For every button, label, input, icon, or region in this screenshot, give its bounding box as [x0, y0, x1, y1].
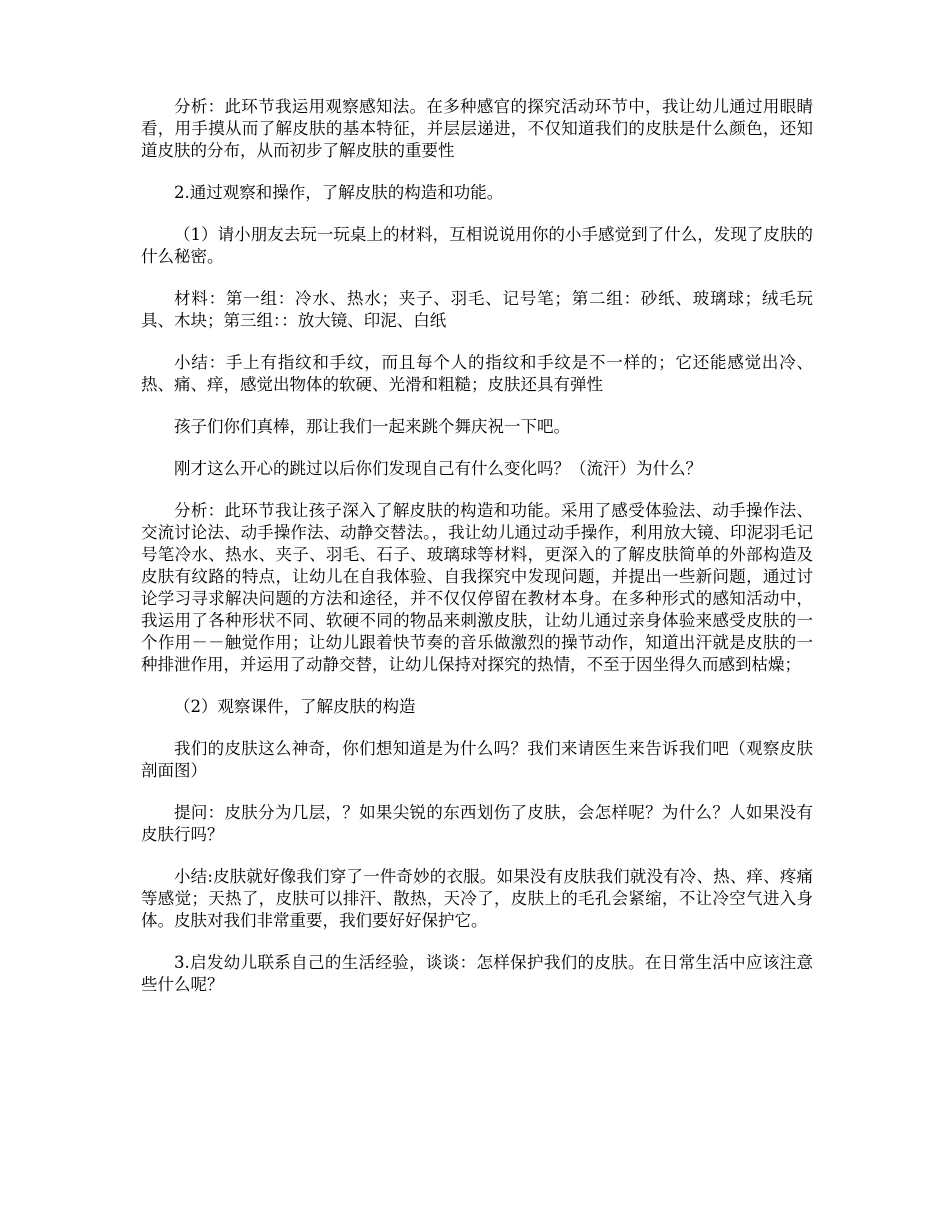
paragraph-step-2-2-courseware: （2）观察课件，了解皮肤的构造: [174, 697, 416, 716]
paragraph-dance: 孩子们你们真棒，那让我们一起来跳个舞庆祝一下吧。: [174, 417, 570, 436]
paragraph-analysis-observation: 分析：此环节我运用观察感知法。在多种感官的探究活动环节中，我让幼儿通过用眼睛看，用手摸从而了解皮肤的基本特征，并层层递进，不仅知道我们的皮肤是什么颜色，还知道皮肤的分布，从而初步了解皮肤的重要性: [141, 97, 813, 160]
paragraph-step-2-heading: 2.通过观察和操作，了解皮肤的构造和功能。: [174, 183, 504, 202]
paragraph-step-3-protect: 3.启发幼儿联系自己的生活经验，谈谈：怎样保护我们的皮肤。在日常生活中应该注意些什么呢？: [141, 953, 813, 994]
paragraph-summary-clothing: 小结:皮肤就好像我们穿了一件奇妙的衣服。如果没有皮肤我们就没有冷、热、痒、疼痛等感觉；天热了，皮肤可以排汗、散热，天冷了，皮肤上的毛孔会紧缩，不让冷空气进入身体。皮肤对我们非常重要，我们要好好保护它。: [141, 867, 813, 930]
paragraph-doctor: 我们的皮肤这么神奇，你们想知道是为什么吗？我们来请医生来告诉我们吧（观察皮肤剖面图）: [141, 739, 813, 780]
paragraph-analysis-structure: 分析：此环节我让孩子深入了解皮肤的构造和功能。采用了感受体验法、动手操作法、交流讨论法、动手操作法、动静交替法。，我让幼儿通过动手操作，利用放大镜、印泥羽毛记号笔冷水、热水、夹子、羽毛、石子、玻璃球等材料，更深入的了解皮肤简单的外部构造及皮肤有纹路的特点，让幼儿在自我体验、自我探究中发现问题，并提出一些新问题，通过讨论学习寻求解决问题的方法和途径，并不仅仅停留在教材本身。在多种形式的感知活动中，我运用了各种形状不同、软硬不同的物品来刺激皮肤，让幼儿通过亲身体验来感受皮肤的一个作用－－触觉作用；让幼儿跟着快节奏的音乐做激烈的操节动作，知道出汗就是皮肤的一种排泄作用，并运用了动静交替，让幼儿保持对探究的热情，不至于因坐得久而感到枯燥；: [141, 501, 813, 674]
paragraph-materials: 材料：第一组：冷水、热水；夹子、羽毛、记号笔；第二组：砂纸、玻璃球；绒毛玩具、木块；第三组：：放大镜、印泥、白纸: [141, 289, 813, 330]
paragraph-summary-fingerprints: 小结：手上有指纹和手纹，而且每个人的指纹和手纹是不一样的；它还能感觉出冷、热、痛、痒，感觉出物体的软硬、光滑和粗糙；皮肤还具有弹性: [141, 353, 813, 394]
paragraph-step-2-1-play: （1）请小朋友去玩一玩桌上的材料，互相说说用你的小手感觉到了什么，发现了皮肤的什么秘密。: [141, 225, 813, 266]
paragraph-question-layers: 提问：皮肤分为几层，？如果尖锐的东西划伤了皮肤，会怎样呢？为什么？人如果没有皮肤行吗？: [141, 803, 813, 844]
document-body: [141, 96, 813, 1016]
paragraph-sweat-question: 刚才这么开心的跳过以后你们发现自己有什么变化吗？（流汗）为什么？: [174, 459, 702, 478]
